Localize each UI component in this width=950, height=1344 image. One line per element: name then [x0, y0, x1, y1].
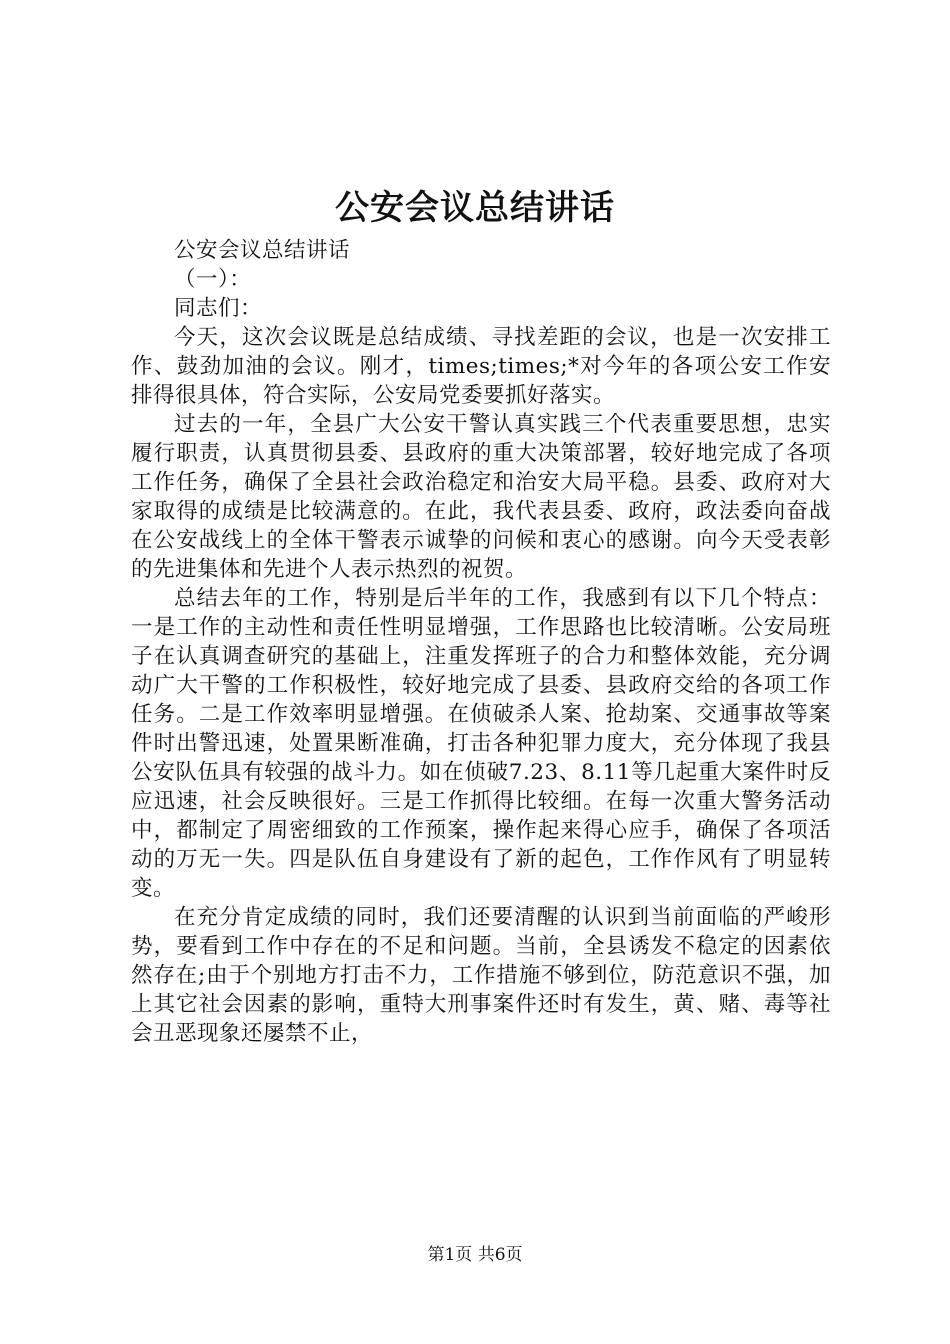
page-number-indicator: 第1页 共6页	[427, 1245, 523, 1265]
document-title: 公安会议总结讲话	[335, 188, 615, 228]
page-footer	[0, 1243, 950, 1267]
body-paragraph: 公安会议总结讲话	[174, 238, 351, 263]
document-body	[131, 236, 831, 1048]
body-paragraph: 在充分肯定成绩的同时，我们还要清醒的认识到当前面临的严峻形势，要看到工作中存在的不足和问题。当前，全县诱发不稳定的因素依然存在;由于个别地方打击不力，工作措施不够到位，防范意识不强，加上其它社会因素的影响，重特大刑事案件还时有发生，黄、赌、毒等社会丑恶现象还屡禁不止，	[131, 905, 831, 1046]
body-paragraph: 过去的一年，全县广大公安干警认真实践三个代表重要思想，忠实履行职责，认真贯彻县委、县政府的重大决策部署，较好地完成了各项工作任务，确保了全县社会政治稳定和治安大局平稳。县委、政府对大家取得的成绩是比较满意的。在此，我代表县委、政府，政法委向奋战在公安战线上的全体干警表示诚挚的问候和衷心的感谢。向今天受表彰的先进集体和先进个人表示热烈的祝贺。	[131, 412, 831, 582]
body-paragraph: 总结去年的工作，特别是后半年的工作，我感到有以下几个特点：一是工作的主动性和责任性明显增强，工作思路也比较清晰。公安局班子在认真调查研究的基础上，注重发挥班子的合力和整体效能，充分调动广大干警的工作积极性，较好地完成了县委、县政府交给的各项工作任务。二是工作效率明显增强。在侦破杀人案、抢劫案、交通事故等案件时出警迅速，处置果断准确，打击各种犯罪力度大，充分体现了我县公安队伍具有较强的战斗力。如在侦破7.23、8.11等几起重大案件时反应迅速，社会反映很好。三是工作抓得比较细。在每一次重大警务活动中，都制定了周密细致的工作预案，操作起来得心应手，确保了各项活动的万无一失。四是队伍自身建设有了新的起色，工作作风有了明显转变。	[131, 586, 831, 901]
body-paragraph: （一）：	[174, 267, 252, 292]
body-paragraph: 今天，这次会议既是总结成绩、寻找差距的会议，也是一次安排工作、鼓劲加油的会议。刚才，times;times;*对今年的各项公安工作安排得很具体，符合实际，公安局党委要抓好落实。	[131, 325, 831, 408]
body-paragraph: 同志们：	[174, 296, 263, 321]
